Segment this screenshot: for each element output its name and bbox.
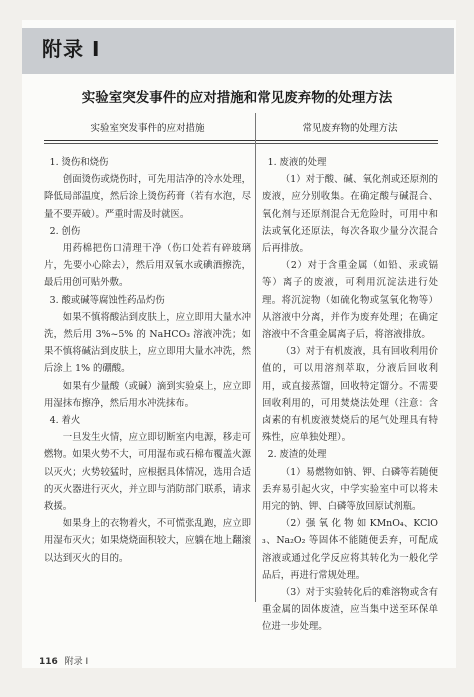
paragraph: （1）易燃物如钠、钾、白磷等若随便丢弃易引起火灾，中学实验室中可以将未用完的钠、钾、白磷等放回原试剂瓶。 — [262, 466, 438, 513]
column-divider — [255, 113, 256, 602]
paragraph: （2）强 氧 化 物 如 KMnO₄、KClO₃、Na₂O₂ 等固体不能随便丢弃，可配成溶液或通过化学反应将其转化为一般化学品后，再进行常规处理。 — [262, 518, 438, 581]
right-column — [262, 113, 438, 636]
paragraph: 用药棉把伤口清理干净（伤口处若有碎玻璃片，先要小心除去），然后用双氧水或碘酒擦洗，最后用创可贴外敷。 — [44, 243, 251, 289]
section-heading: 1. 废液的处理 — [267, 157, 327, 168]
section-heading: 2. 废渣的处理 — [267, 449, 327, 461]
paragraph: 如果不慎将酸沾到皮肤上，应立即用大量水冲洗，然后用 3%~5% 的 NaHCO₃ 溶液冲洗；如果不慎将碱沾到皮肤上，应立即用大量水冲洗，然后涂上 1% 的硼酸。 — [44, 311, 251, 375]
section-heading: 3. 酸或碱等腐蚀性药品灼伤 — [49, 294, 165, 306]
right-column-body — [262, 144, 438, 636]
main-title: 实验室突发事件的应对措施和常见废弃物的处理方法 — [81, 90, 393, 106]
paragraph: （1）对于酸、碱、氧化剂或还原剂的废液，应分别收集。在确定酸与碱混合、氧化剂与还原剂混合无危险时，可用中和法或氧化还原法，每次各取少量分次混合后再排放。 — [262, 174, 438, 255]
section-heading: 1. 烫伤和烧伤 — [49, 157, 109, 168]
left-column-heading: 实验室突发事件的应对措施 — [90, 123, 205, 134]
left-column — [44, 113, 251, 567]
paragraph: （3）对于有机废液，具有回收利用价值的，可以用溶剂萃取，分液后回收利用，或直接蒸馏，回收特定馏分。不需要回收利用的，可用焚烧法处理（注意：含卤素的有机废液焚烧后的尾气处理具有特殊性，应单独处理）。 — [262, 346, 438, 444]
section-heading: 4. 着火 — [49, 415, 81, 427]
paragraph: 创面烫伤或烧伤时，可先用洁净的冷水处理，降低局部温度，然后涂上烫伤药膏（若有水泡，尽量不要弄破）。严重时需及时就医。 — [44, 174, 251, 220]
right-column-heading: 常见废弃物的处理方法 — [302, 123, 398, 134]
left-column-body — [44, 144, 251, 567]
appendix-title: 附录 I — [42, 37, 101, 61]
footer-label: 附录 I — [64, 657, 89, 667]
page-number: 116 — [39, 657, 58, 667]
section-heading: 2. 创伤 — [49, 225, 81, 237]
page-footer — [39, 654, 88, 667]
paragraph: 如果身上的衣物着火，不可慌张乱跑，应立即用湿布灭火；如果烧烧面积较大，应躺在地上翻滚以达到灭火的目的。 — [44, 518, 251, 564]
paragraph: 一旦发生火情，应立即切断室内电源，移走可燃物。如果火势不大，可用湿布或石棉布覆盖火源以灭火；火势较猛时，应根据具体情况，选用合适的灭火器进行灭火，并立即与消防部门联系，请求救援。 — [44, 432, 251, 513]
paragraph: （2）对于含重金属（如铅、汞或镉等）离子的废液，可利用沉淀法进行处理。将沉淀物（如硫化物或氢氧化物等）从溶液中分离，并作为废弃处理；在确定溶液中不含重金属离子后，将溶液排放。 — [262, 260, 438, 341]
paragraph: （3）对于实验转化后的难溶物或含有重金属的固体废渣，应当集中送至环保单位进一步处理。 — [262, 587, 438, 633]
paragraph: 如果有少量酸（或碱）滴到实验桌上，应立即用湿抹布擦净，然后用水冲洗抹布。 — [44, 380, 251, 409]
